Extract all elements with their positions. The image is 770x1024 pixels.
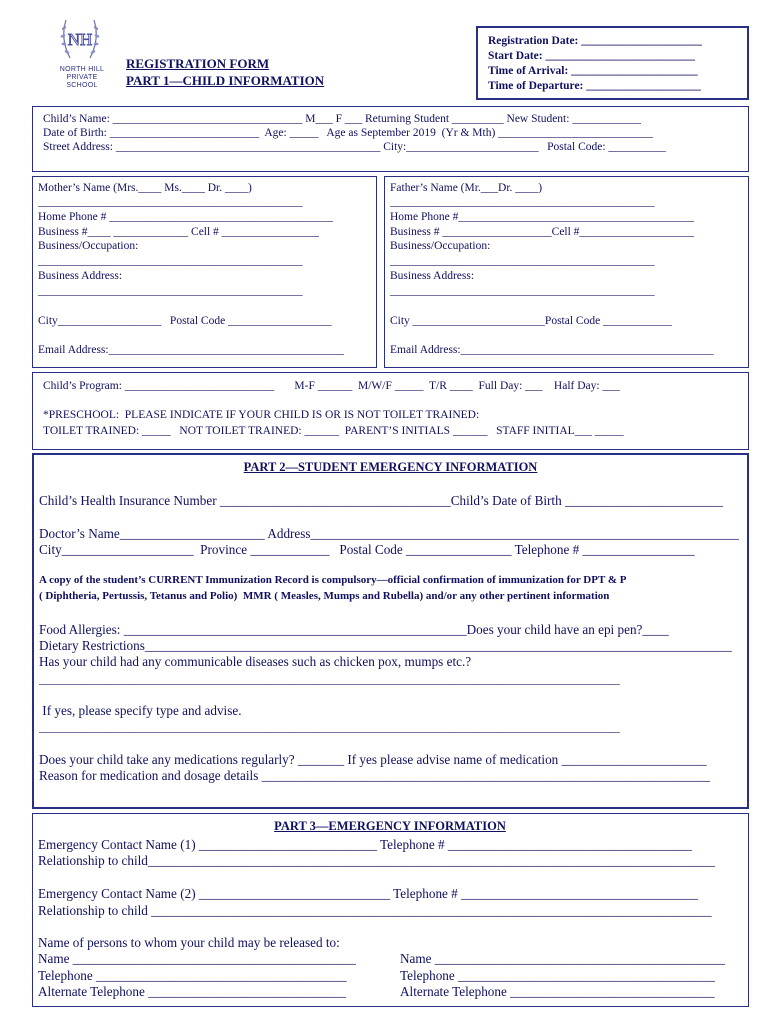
start-date-field[interactable]: Start Date: __________________________ (488, 50, 695, 62)
if-yes-field[interactable]: _____________________________________________________________________________________________________ (39, 722, 620, 734)
program-section (32, 372, 749, 450)
release-person-1-alt-telephone-field[interactable]: Alternate Telephone ______________________________ (38, 984, 346, 999)
relationship-1-field[interactable]: Relationship to child______________________________________________________________________________________ (38, 853, 715, 868)
part3-title: PART 3—EMERGENCY INFORMATION (274, 819, 506, 833)
registration-date-field[interactable]: Registration Date: _____________________ (488, 35, 703, 47)
time-of-arrival-field[interactable]: Time of Arrival: ______________________ (488, 65, 698, 77)
immunization-notice-line2: ( Diphtheria, Pertussis, Tetanus and Polio) MMR ( Measles, Mumps and Rubella) and/or any other pertinent information (39, 590, 610, 602)
part3-emergency-contacts-section (32, 813, 749, 1007)
mother-occupation-label: Business/Occupation: (38, 240, 139, 252)
if-yes-label: If yes, please specify type and advise. (39, 703, 242, 718)
food-allergies-field[interactable]: Food Allergies: ____________________________________________________Does your child have an epi pen?____ (39, 622, 669, 637)
father-occupation-field[interactable]: ______________________________________________ (390, 255, 655, 267)
form-title: REGISTRATION FORM (126, 56, 270, 71)
dietary-restrictions-field[interactable]: Dietary Restrictions_________________________________________________________________________________________ (39, 638, 732, 653)
registration-dates-box (476, 26, 749, 100)
mother-email-field[interactable]: Email Address:_________________________________________ (38, 344, 345, 356)
health-insurance-field[interactable]: Child’s Health Insurance Number ___________________________________Child’s Date of Birth ________________________ (39, 493, 724, 508)
mother-business-cell-field[interactable]: Business #____ _____________ Cell # _________________ (38, 226, 320, 238)
father-name-title: Father’s Name (Mr.___Dr. ____) (390, 182, 543, 194)
street-address-field[interactable]: Street Address: ______________________________________________ City:_______________________ Postal Code: __________ (43, 141, 666, 153)
time-of-departure-field[interactable]: Time of Departure: ____________________ (488, 80, 702, 92)
part2-title: PART 2—STUDENT EMERGENCY INFORMATION (243, 460, 538, 474)
form-subtitle: PART 1—CHILD INFORMATION (126, 73, 325, 88)
emergency-contact-1-field[interactable]: Emergency Contact Name (1) ___________________________ Telephone # _____________________________________ (38, 837, 692, 852)
father-business-address-field[interactable]: ______________________________________________ (390, 285, 655, 297)
release-person-1-name-field[interactable]: Name ___________________________________________ (38, 951, 357, 966)
svg-text:NH: NH (67, 30, 93, 49)
doctor-name-field[interactable]: Doctor’s Name______________________ Address_________________________________________________________________ (39, 526, 740, 541)
child-name-field[interactable]: Child’s Name: _________________________________ M___ F ___ Returning Student _________ New Student: ____________ (43, 113, 642, 125)
part2-emergency-section (32, 453, 749, 809)
relationship-2-field[interactable]: Relationship to child _____________________________________________________________________________________ (38, 903, 712, 918)
father-business-address-label: Business Address: (390, 270, 475, 282)
toilet-training-field[interactable]: TOILET TRAINED: _____ NOT TOILET TRAINED: ______ PARENT’S INITIALS ______ STAFF INITIAL___ _____ (43, 425, 624, 437)
mother-info-section (32, 176, 377, 368)
medication-reason-field[interactable]: Reason for medication and dosage details ____________________________________________________________________ (39, 768, 711, 783)
release-person-1-telephone-field[interactable]: Telephone ______________________________________ (38, 968, 347, 983)
father-occupation-label: Business/Occupation: (390, 240, 491, 252)
father-business-cell-field[interactable]: Business # ___________________Cell #____________________ (390, 226, 695, 238)
immunization-notice-line1: A copy of the student’s CURRENT Immunization Record is compulsory—official confirmation of immunization for DPT & P (39, 574, 627, 586)
father-email-field[interactable]: Email Address:____________________________________________ (390, 344, 714, 356)
release-persons-label: Name of persons to whom your child may be released to: (38, 935, 340, 950)
mother-business-address-field[interactable]: ______________________________________________ (38, 285, 303, 297)
emergency-contact-2-field[interactable]: Emergency Contact Name (2) _____________________________ Telephone # ____________________________________ (38, 886, 699, 901)
release-person-2-alt-telephone-field[interactable]: Alternate Telephone _______________________________ (400, 984, 715, 999)
medications-field[interactable]: Does your child take any medications regularly? _______ If yes please advise name of medication ______________________ (39, 752, 707, 767)
mother-occupation-field[interactable]: ______________________________________________ (38, 255, 303, 267)
school-name-line1: NORTH HILL (59, 66, 105, 73)
communicable-diseases-field[interactable]: _____________________________________________________________________________________________________ (39, 674, 620, 686)
father-info-section (384, 176, 749, 368)
mother-name-title: Mother’s Name (Mrs.____ Ms.____ Dr. ____) (38, 182, 252, 194)
date-of-birth-field[interactable]: Date of Birth: __________________________ Age: _____ Age as September 2019 (Yr & Mth) ___________________________ (43, 127, 654, 139)
school-name-line2: PRIVATE SCHOOL (66, 74, 98, 89)
release-person-2-telephone-field[interactable]: Telephone _______________________________________ (400, 968, 716, 983)
father-home-phone-field[interactable]: Home Phone #_________________________________________ (390, 211, 695, 223)
laurel-crest-icon (58, 14, 102, 64)
child-info-section (32, 106, 749, 172)
child-program-field[interactable]: Child’s Program: __________________________ M-F ______ M/W/F _____ T/R ____ Full Day: ___ Half Day: ___ (43, 380, 620, 392)
father-name-field[interactable]: ______________________________________________ (390, 196, 655, 208)
release-person-2-name-field[interactable]: Name ____________________________________________ (400, 951, 725, 966)
mother-business-address-label: Business Address: (38, 270, 123, 282)
doctor-city-field[interactable]: City____________________ Province ____________ Postal Code ________________ Telephone # _________________ (39, 542, 695, 557)
communicable-diseases-question: Has your child had any communicable diseases such as chicken pox, mumps etc.? (39, 654, 472, 669)
mother-city-postal-field[interactable]: City__________________ Postal Code __________________ (38, 315, 332, 327)
mother-name-field[interactable]: ______________________________________________ (38, 196, 303, 208)
father-city-postal-field[interactable]: City _______________________Postal Code ____________ (390, 315, 673, 327)
mother-home-phone-field[interactable]: Home Phone # _______________________________________ (38, 211, 334, 223)
toilet-training-instruction: *PRESCHOOL: PLEASE INDICATE IF YOUR CHILD IS OR IS NOT TOILET TRAINED: (43, 409, 480, 421)
